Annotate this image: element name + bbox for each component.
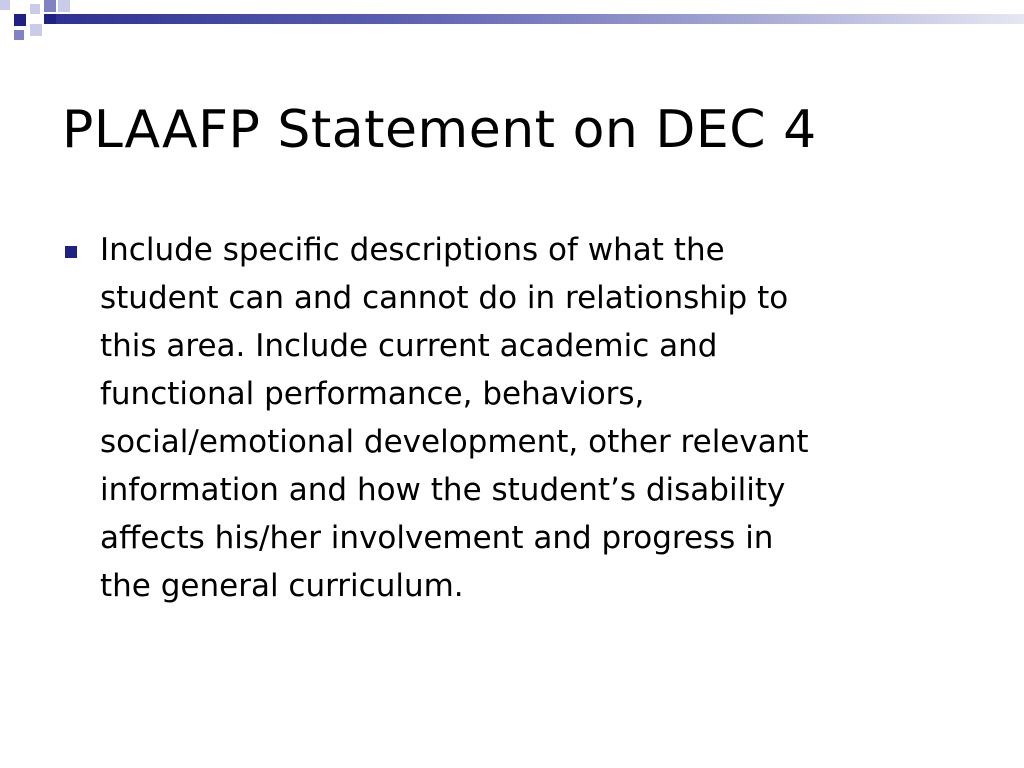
decor-square (14, 14, 26, 26)
decor-square (58, 0, 70, 12)
decor-square (30, 24, 42, 36)
decor-square (44, 14, 56, 24)
bullet-text-line: information and how the student’s disability (100, 472, 786, 508)
bullet-text-line: social/emotional development, other relevant (100, 424, 809, 460)
square-bullet-icon (65, 246, 77, 258)
decor-square (14, 30, 24, 40)
bullet-text-line: affects his/her involvement and progress in (100, 520, 774, 556)
header-gradient-bar (56, 14, 1024, 24)
decor-square (30, 4, 40, 14)
header-decoration (0, 0, 1024, 50)
bullet-text-line: Include specific descriptions of what the (100, 232, 725, 268)
decor-square (0, 0, 10, 10)
bullet-text-line: the general curriculum. (100, 568, 464, 604)
bullet-text-line: functional performance, behaviors, (100, 376, 645, 412)
bullet-text-line: student can and cannot do in relationship to (100, 280, 789, 316)
bullet-text-line: this area. Include current academic and (100, 328, 718, 364)
slide-title: PLAAFP Statement on DEC 4 (62, 100, 817, 160)
bullet-list (62, 226, 962, 610)
bullet-item (62, 226, 962, 610)
decor-square (44, 0, 56, 12)
